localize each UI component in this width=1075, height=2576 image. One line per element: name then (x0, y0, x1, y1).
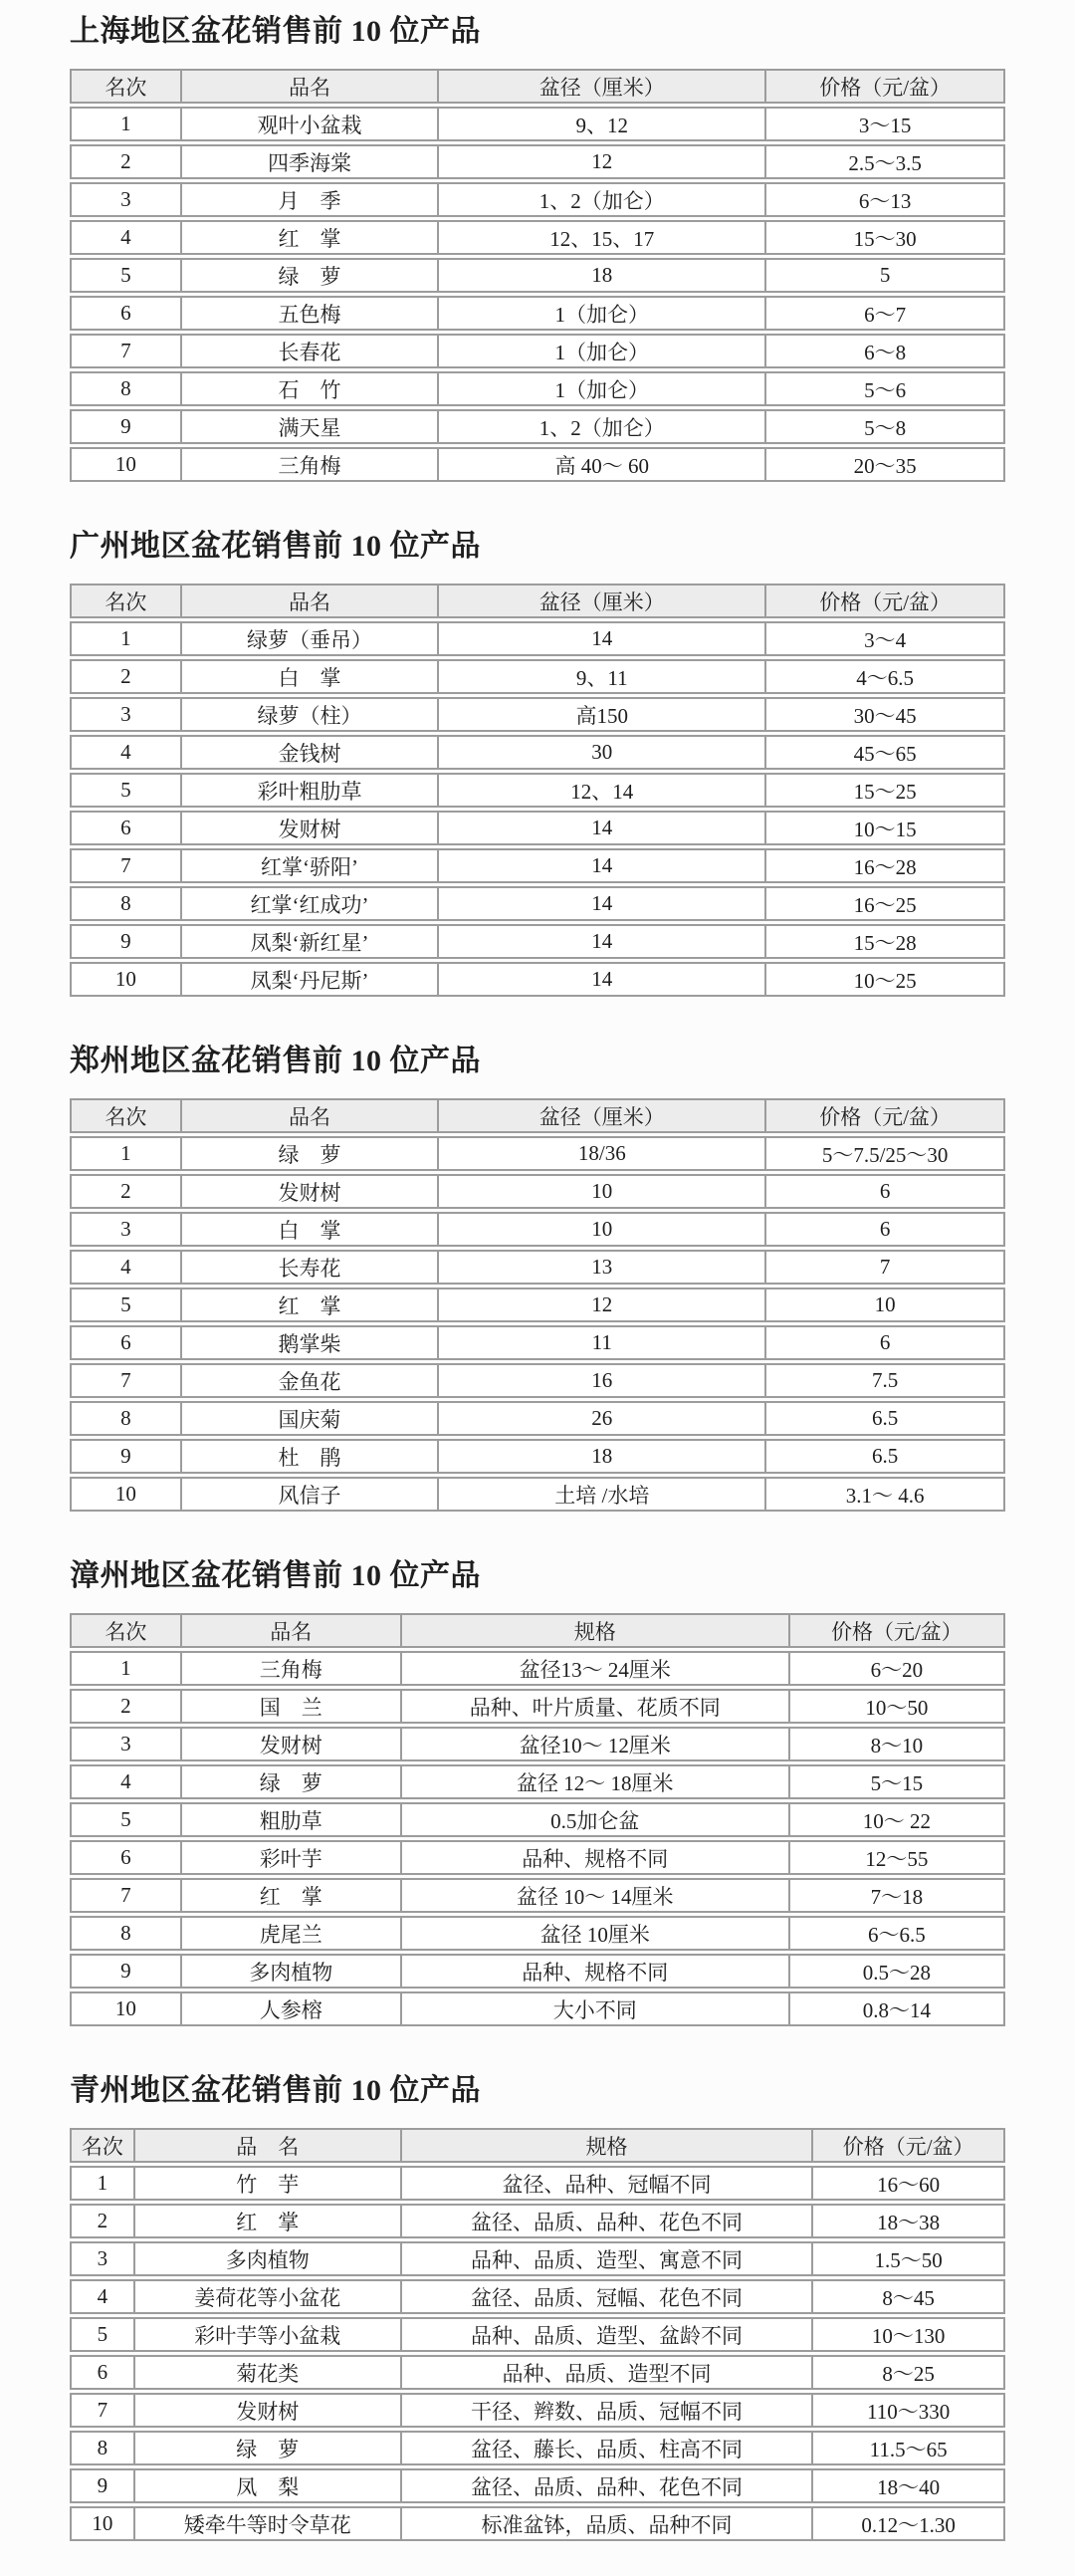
price-column-header: 价格（元/盆） (766, 69, 1005, 104)
spec-cell: 干径、辫数、品质、冠幅不同 (402, 2393, 814, 2428)
product-name-cell: 矮牵牛等时令草花 (135, 2506, 402, 2541)
rank-cell: 8 (70, 1916, 182, 1951)
rank-cell: 8 (70, 371, 182, 406)
product-name-cell: 发财树 (182, 1174, 440, 1209)
table-row (70, 220, 1005, 255)
rank-cell: 1 (70, 621, 182, 656)
table-row (70, 1916, 1005, 1951)
product-name-cell: 发财树 (182, 1727, 402, 1761)
table-row (70, 182, 1005, 217)
price-cell: 45～65 (766, 735, 1005, 770)
shanghai-top10-table (70, 66, 1005, 485)
spec-cell: 18 (439, 1439, 766, 1474)
spec-cell: 11 (439, 1325, 766, 1360)
rank-cell: 3 (70, 697, 182, 732)
zhengzhou-top10-table (70, 1095, 1005, 1515)
header-row (70, 2128, 1005, 2163)
product-name-cell: 三角梅 (182, 447, 440, 482)
rank-cell: 2 (70, 2204, 135, 2238)
rank-cell: 9 (70, 2468, 135, 2503)
table-row (70, 924, 1005, 959)
product-name-cell: 绿 萝 (182, 1764, 402, 1799)
table-row (70, 409, 1005, 444)
price-cell: 16～25 (766, 886, 1005, 921)
rank-cell: 5 (70, 773, 182, 808)
spec-cell: 高150 (439, 697, 766, 732)
spec-cell: 土培 /水培 (439, 1477, 766, 1512)
product-name-cell: 红 掌 (182, 1878, 402, 1913)
spec-column-header: 规格 (402, 2128, 814, 2163)
spec-cell: 盆径10～ 12厘米 (402, 1727, 790, 1761)
rank-cell: 2 (70, 144, 182, 179)
product-name-cell: 竹 芋 (135, 2166, 402, 2201)
spec-cell: 品种、品质、造型不同 (402, 2355, 814, 2390)
product-name-cell: 彩叶芋 (182, 1840, 402, 1875)
product-name-cell: 彩叶粗肋草 (182, 773, 440, 808)
rank-cell: 9 (70, 1954, 182, 1989)
product-name-cell: 虎尾兰 (182, 1916, 402, 1951)
spec-cell: 30 (439, 735, 766, 770)
product-name-cell: 金鱼花 (182, 1363, 440, 1398)
rank-cell: 2 (70, 659, 182, 694)
spec-cell: 盆径、品质、冠幅、花色不同 (402, 2279, 814, 2314)
price-cell: 6～20 (790, 1651, 1005, 1686)
spec-cell: 1（加仑） (439, 371, 766, 406)
price-cell: 6～7 (766, 296, 1005, 331)
price-cell: 6～8 (766, 334, 1005, 368)
spec-cell: 大小不同 (402, 1991, 790, 2026)
rank-cell: 7 (70, 1363, 182, 1398)
header-row (70, 1098, 1005, 1133)
price-cell: 6 (766, 1174, 1005, 1209)
price-cell: 20～35 (766, 447, 1005, 482)
product-name-cell: 菊花类 (135, 2355, 402, 2390)
spec-cell: 13 (439, 1250, 766, 1285)
rank-cell: 6 (70, 811, 182, 845)
spec-cell: 1（加仑） (439, 334, 766, 368)
product-name-cell: 绿 萝 (182, 1136, 440, 1171)
rank-cell: 3 (70, 182, 182, 217)
rank-cell: 10 (70, 962, 182, 997)
rank-cell: 1 (70, 1651, 182, 1686)
rank-cell: 7 (70, 1878, 182, 1913)
table-row (70, 2204, 1005, 2238)
rank-cell: 10 (70, 1991, 182, 2026)
rank-column-header: 名次 (70, 2128, 135, 2163)
spec-cell: 12 (439, 1288, 766, 1322)
rank-cell: 5 (70, 1288, 182, 1322)
rank-cell: 4 (70, 2279, 135, 2314)
product-name-cell: 红掌‘红成功’ (182, 886, 440, 921)
table-row (70, 1651, 1005, 1686)
spec-cell: 14 (439, 924, 766, 959)
price-cell: 1.5～50 (813, 2241, 1005, 2276)
table-row (70, 1689, 1005, 1724)
product-column-header: 品名 (182, 584, 440, 618)
product-name-cell: 绿 萝 (182, 258, 440, 293)
product-name-cell: 三角梅 (182, 1651, 402, 1686)
rank-cell: 3 (70, 1212, 182, 1247)
price-cell: 10～130 (813, 2317, 1005, 2352)
table-row (70, 1439, 1005, 1474)
header-row (70, 1613, 1005, 1648)
price-cell: 8～45 (813, 2279, 1005, 2314)
price-cell: 16～60 (813, 2166, 1005, 2201)
price-cell: 10～ 22 (790, 1802, 1005, 1837)
product-name-cell: 五色梅 (182, 296, 440, 331)
spec-cell: 盆径 12～ 18厘米 (402, 1764, 790, 1799)
spec-cell: 品种、叶片质量、花质不同 (402, 1689, 790, 1724)
header-row (70, 69, 1005, 104)
price-cell: 6.5 (766, 1401, 1005, 1436)
price-cell: 6 (766, 1212, 1005, 1247)
pot-size-column-header: 盆径（厘米） (439, 584, 766, 618)
table-row (70, 1250, 1005, 1285)
table-row (70, 962, 1005, 997)
table-row (70, 811, 1005, 845)
spec-cell: 10 (439, 1174, 766, 1209)
spec-cell: 1、2（加仑） (439, 182, 766, 217)
rank-cell: 1 (70, 2166, 135, 2201)
product-name-cell: 石 竹 (182, 371, 440, 406)
header-row (70, 584, 1005, 618)
price-column-header: 价格（元/盆） (813, 2128, 1005, 2163)
section-shanghai (70, 14, 1005, 485)
rank-column-header: 名次 (70, 69, 182, 104)
rank-cell: 5 (70, 2317, 135, 2352)
article-page (70, 14, 1005, 2544)
product-column-header: 品名 (182, 1613, 402, 1648)
rank-column-header: 名次 (70, 1613, 182, 1648)
price-cell: 6 (766, 1325, 1005, 1360)
rank-cell: 7 (70, 334, 182, 368)
table-row (70, 1174, 1005, 1209)
section-title-zhangzhou: 漳州地区盆花销售前 10 位产品 (70, 1559, 481, 1592)
rank-cell: 2 (70, 1174, 182, 1209)
product-name-cell: 杜 鹃 (182, 1439, 440, 1474)
product-name-cell: 风信子 (182, 1477, 440, 1512)
rank-cell: 4 (70, 1250, 182, 1285)
rank-cell: 7 (70, 2393, 135, 2428)
rank-cell: 3 (70, 1727, 182, 1761)
section-qingzhou (70, 2073, 1005, 2544)
product-name-cell: 金钱树 (182, 735, 440, 770)
spec-cell: 盆径 10～ 14厘米 (402, 1878, 790, 1913)
rank-cell: 4 (70, 735, 182, 770)
product-name-cell: 绿萝（垂吊） (182, 621, 440, 656)
pot-size-column-header: 盆径（厘米） (439, 1098, 766, 1133)
table-row (70, 1401, 1005, 1436)
spec-cell: 10 (439, 1212, 766, 1247)
spec-cell: 12、14 (439, 773, 766, 808)
table-row (70, 1325, 1005, 1360)
table-row (70, 1136, 1005, 1171)
table-row (70, 2317, 1005, 2352)
price-cell: 8～25 (813, 2355, 1005, 2390)
section-guangzhou (70, 529, 1005, 1000)
rank-cell: 4 (70, 1764, 182, 1799)
rank-cell: 9 (70, 1439, 182, 1474)
spec-cell: 16 (439, 1363, 766, 1398)
section-title-zhengzhou: 郑州地区盆花销售前 10 位产品 (70, 1045, 481, 1077)
table-row (70, 2279, 1005, 2314)
price-cell: 2.5～3.5 (766, 144, 1005, 179)
price-cell: 18～38 (813, 2204, 1005, 2238)
rank-cell: 3 (70, 2241, 135, 2276)
section-title-shanghai: 上海地区盆花销售前 10 位产品 (70, 15, 481, 48)
product-name-cell: 凤梨‘丹尼斯’ (182, 962, 440, 997)
spec-cell: 品种、品质、造型、寓意不同 (402, 2241, 814, 2276)
price-cell: 10～50 (790, 1689, 1005, 1724)
price-cell: 3.1～ 4.6 (766, 1477, 1005, 1512)
spec-cell: 12、15、17 (439, 220, 766, 255)
spec-cell: 1（加仑） (439, 296, 766, 331)
qingzhou-top10-table (70, 2125, 1005, 2544)
rank-column-header: 名次 (70, 584, 182, 618)
product-name-cell: 长寿花 (182, 1250, 440, 1285)
price-cell: 5～8 (766, 409, 1005, 444)
section-zhengzhou (70, 1044, 1005, 1515)
table-row (70, 1477, 1005, 1512)
product-name-cell: 红 掌 (182, 1288, 440, 1322)
product-name-cell: 人参榕 (182, 1991, 402, 2026)
table-row (70, 697, 1005, 732)
price-cell: 5～6 (766, 371, 1005, 406)
product-name-cell: 粗肋草 (182, 1802, 402, 1837)
rank-cell: 6 (70, 1840, 182, 1875)
spec-cell: 0.5加仑盆 (402, 1802, 790, 1837)
rank-cell: 9 (70, 409, 182, 444)
product-name-cell: 红 掌 (135, 2204, 402, 2238)
table-row (70, 1764, 1005, 1799)
spec-cell: 14 (439, 621, 766, 656)
rank-cell: 6 (70, 2355, 135, 2390)
rank-cell: 8 (70, 886, 182, 921)
table-row (70, 296, 1005, 331)
spec-cell: 12 (439, 144, 766, 179)
price-cell: 18～40 (813, 2468, 1005, 2503)
spec-cell: 14 (439, 962, 766, 997)
product-name-cell: 满天星 (182, 409, 440, 444)
spec-cell: 26 (439, 1401, 766, 1436)
price-cell: 11.5～65 (813, 2431, 1005, 2465)
price-cell: 110～330 (813, 2393, 1005, 2428)
section-title-qingzhou: 青州地区盆花销售前 10 位产品 (70, 2074, 481, 2107)
table-row (70, 773, 1005, 808)
section-zhangzhou (70, 1558, 1005, 2029)
product-name-cell: 四季海棠 (182, 144, 440, 179)
price-cell: 15～30 (766, 220, 1005, 255)
table-row (70, 107, 1005, 141)
table-row (70, 1802, 1005, 1837)
table-row (70, 1954, 1005, 1989)
product-column-header: 品 名 (135, 2128, 402, 2163)
table-row (70, 886, 1005, 921)
table-row (70, 1991, 1005, 2026)
pot-size-column-header: 盆径（厘米） (439, 69, 766, 104)
spec-column-header: 规格 (402, 1613, 790, 1648)
table-row (70, 735, 1005, 770)
rank-cell: 5 (70, 1802, 182, 1837)
spec-cell: 盆径 10厘米 (402, 1916, 790, 1951)
spec-cell: 14 (439, 886, 766, 921)
price-cell: 0.8～14 (790, 1991, 1005, 2026)
price-cell: 6～13 (766, 182, 1005, 217)
price-cell: 0.5～28 (790, 1954, 1005, 1989)
table-row (70, 334, 1005, 368)
rank-cell: 1 (70, 107, 182, 141)
table-row (70, 1288, 1005, 1322)
table-row (70, 2166, 1005, 2201)
price-cell: 6.5 (766, 1439, 1005, 1474)
price-cell: 7～18 (790, 1878, 1005, 1913)
table-row (70, 1363, 1005, 1398)
spec-cell: 18/36 (439, 1136, 766, 1171)
product-name-cell: 国庆菊 (182, 1401, 440, 1436)
spec-cell: 9、11 (439, 659, 766, 694)
product-name-cell: 长春花 (182, 334, 440, 368)
table-row (70, 447, 1005, 482)
table-row (70, 2431, 1005, 2465)
price-cell: 3～4 (766, 621, 1005, 656)
price-cell: 5 (766, 258, 1005, 293)
table-row (70, 2355, 1005, 2390)
product-name-cell: 绿萝（柱） (182, 697, 440, 732)
spec-cell: 盆径13～ 24厘米 (402, 1651, 790, 1686)
price-cell: 16～28 (766, 848, 1005, 883)
rank-cell: 8 (70, 2431, 135, 2465)
product-name-cell: 多肉植物 (182, 1954, 402, 1989)
spec-cell: 高 40～ 60 (439, 447, 766, 482)
rank-cell: 6 (70, 1325, 182, 1360)
price-column-header: 价格（元/盆） (766, 1098, 1005, 1133)
price-cell: 0.12～1.30 (813, 2506, 1005, 2541)
price-cell: 5～7.5/25～30 (766, 1136, 1005, 1171)
table-row (70, 621, 1005, 656)
table-row (70, 2393, 1005, 2428)
price-cell: 15～25 (766, 773, 1005, 808)
spec-cell: 标准盆钵，品质、品种不同 (402, 2506, 814, 2541)
table-row (70, 1727, 1005, 1761)
price-cell: 10～15 (766, 811, 1005, 845)
price-cell: 30～45 (766, 697, 1005, 732)
rank-cell: 1 (70, 1136, 182, 1171)
spec-cell: 盆径、藤长、品质、柱高不同 (402, 2431, 814, 2465)
product-column-header: 品名 (182, 69, 440, 104)
rank-cell: 6 (70, 296, 182, 331)
spec-cell: 9、12 (439, 107, 766, 141)
rank-column-header: 名次 (70, 1098, 182, 1133)
price-cell: 8～10 (790, 1727, 1005, 1761)
product-name-cell: 彩叶芋等小盆栽 (135, 2317, 402, 2352)
rank-cell: 7 (70, 848, 182, 883)
price-column-header: 价格（元/盆） (790, 1613, 1005, 1648)
product-name-cell: 红掌‘骄阳’ (182, 848, 440, 883)
spec-cell: 1、2（加仑） (439, 409, 766, 444)
spec-cell: 品种、规格不同 (402, 1954, 790, 1989)
rank-cell: 5 (70, 258, 182, 293)
product-name-cell: 凤 梨 (135, 2468, 402, 2503)
product-name-cell: 发财树 (182, 811, 440, 845)
product-name-cell: 国 兰 (182, 1689, 402, 1724)
price-cell: 6～6.5 (790, 1916, 1005, 1951)
rank-cell: 9 (70, 924, 182, 959)
spec-cell: 18 (439, 258, 766, 293)
product-column-header: 品名 (182, 1098, 440, 1133)
price-cell: 15～28 (766, 924, 1005, 959)
rank-cell: 8 (70, 1401, 182, 1436)
section-title-guangzhou: 广州地区盆花销售前 10 位产品 (70, 530, 481, 563)
table-row (70, 144, 1005, 179)
rank-cell: 4 (70, 220, 182, 255)
spec-cell: 品种、规格不同 (402, 1840, 790, 1875)
product-name-cell: 姜荷花等小盆花 (135, 2279, 402, 2314)
table-row (70, 1212, 1005, 1247)
rank-cell: 10 (70, 447, 182, 482)
product-name-cell: 鹅掌柴 (182, 1325, 440, 1360)
table-row (70, 2468, 1005, 2503)
rank-cell: 10 (70, 2506, 135, 2541)
price-cell: 5～15 (790, 1764, 1005, 1799)
spec-cell: 14 (439, 811, 766, 845)
zhangzhou-top10-table (70, 1610, 1005, 2029)
product-name-cell: 月 季 (182, 182, 440, 217)
price-cell: 3～15 (766, 107, 1005, 141)
product-name-cell: 凤梨‘新红星’ (182, 924, 440, 959)
spec-cell: 盆径、品种、冠幅不同 (402, 2166, 814, 2201)
product-name-cell: 发财树 (135, 2393, 402, 2428)
spec-cell: 盆径、品质、品种、花色不同 (402, 2468, 814, 2503)
guangzhou-top10-table (70, 581, 1005, 1000)
price-column-header: 价格（元/盆） (766, 584, 1005, 618)
product-name-cell: 白 掌 (182, 1212, 440, 1247)
product-name-cell: 绿 萝 (135, 2431, 402, 2465)
price-cell: 4～6.5 (766, 659, 1005, 694)
price-cell: 10～25 (766, 962, 1005, 997)
spec-cell: 14 (439, 848, 766, 883)
table-row (70, 659, 1005, 694)
price-cell: 12～55 (790, 1840, 1005, 1875)
table-row (70, 2506, 1005, 2541)
table-row (70, 1840, 1005, 1875)
product-name-cell: 红 掌 (182, 220, 440, 255)
rank-cell: 2 (70, 1689, 182, 1724)
table-row (70, 2241, 1005, 2276)
rank-cell: 10 (70, 1477, 182, 1512)
table-row (70, 258, 1005, 293)
product-name-cell: 白 掌 (182, 659, 440, 694)
price-cell: 7.5 (766, 1363, 1005, 1398)
product-name-cell: 观叶小盆栽 (182, 107, 440, 141)
product-name-cell: 多肉植物 (135, 2241, 402, 2276)
table-row (70, 1878, 1005, 1913)
price-cell: 7 (766, 1250, 1005, 1285)
price-cell: 10 (766, 1288, 1005, 1322)
table-row (70, 371, 1005, 406)
spec-cell: 盆径、品质、品种、花色不同 (402, 2204, 814, 2238)
table-row (70, 848, 1005, 883)
spec-cell: 品种、品质、造型、盆龄不同 (402, 2317, 814, 2352)
